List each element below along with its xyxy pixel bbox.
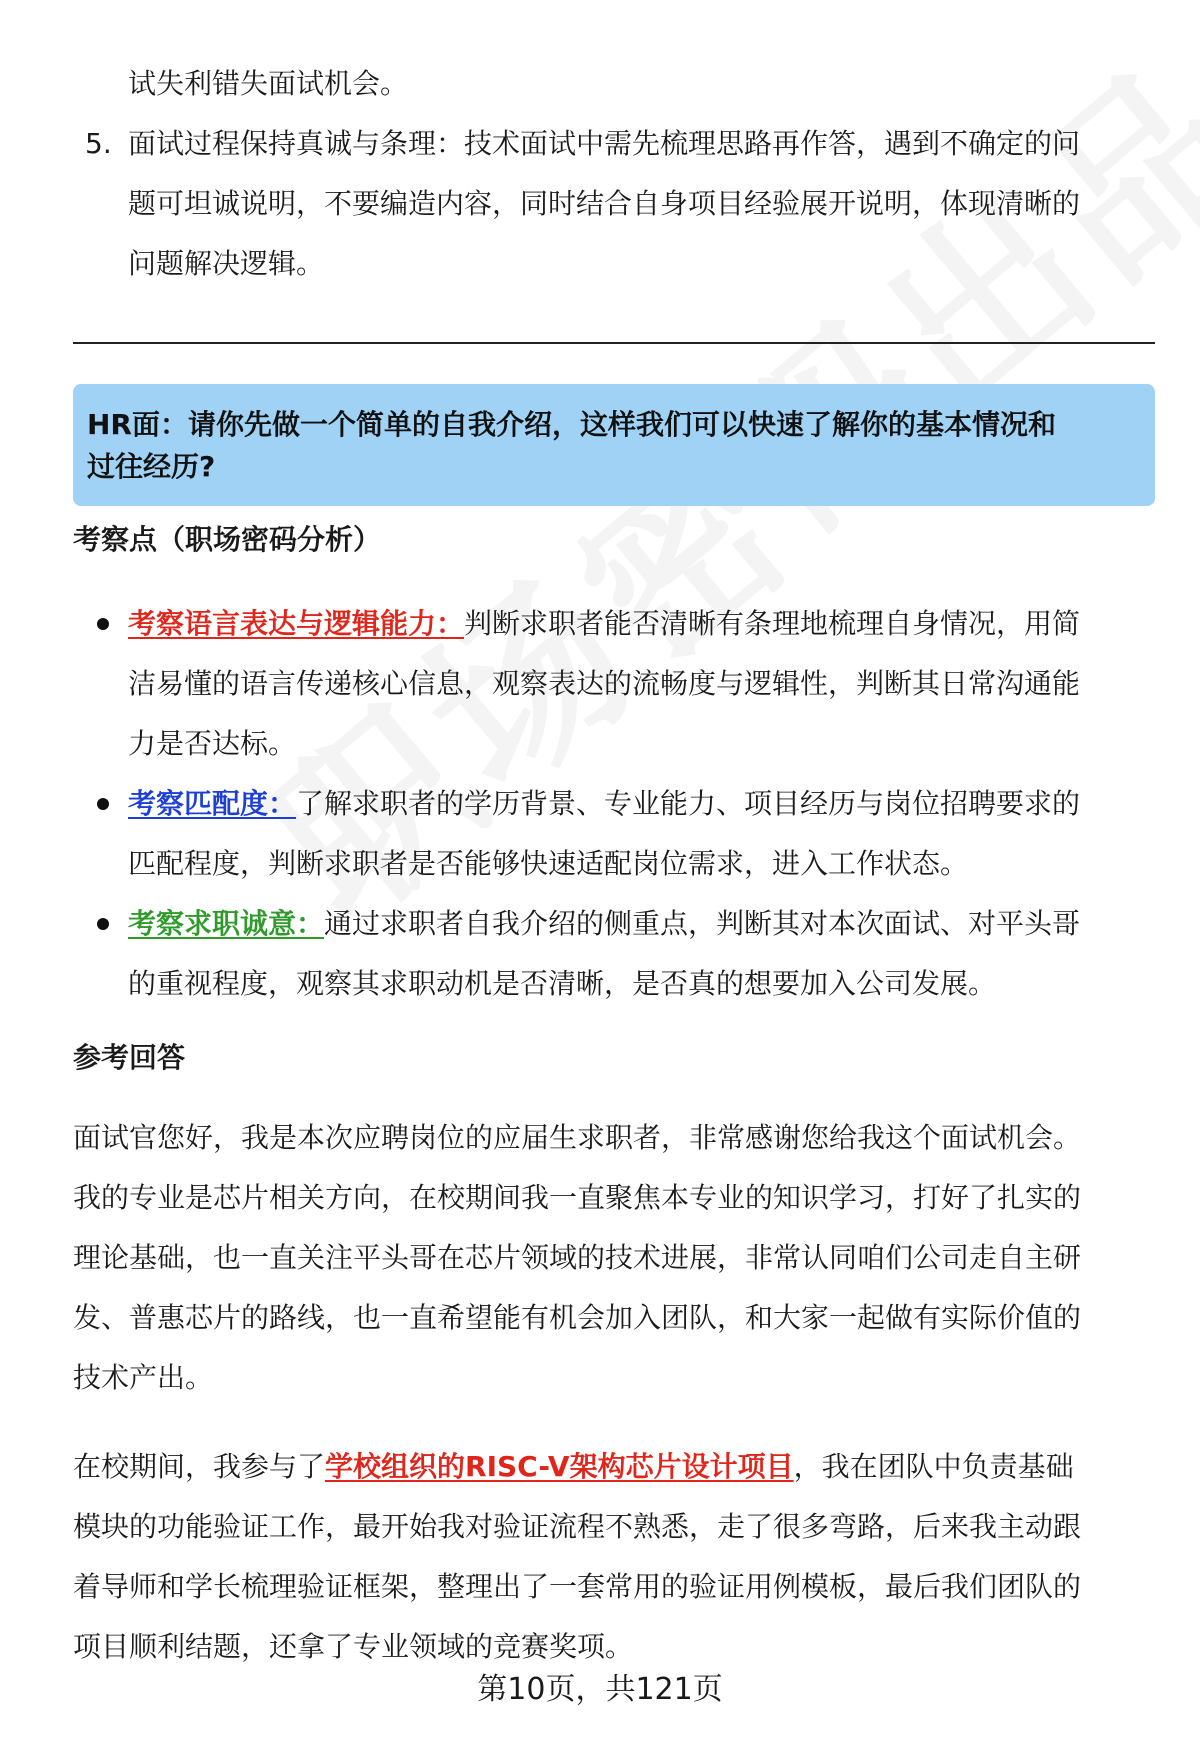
project-highlight: 学校组织的RISC-V架构芯片设计项目 <box>325 1450 794 1483</box>
bullet-text-line: 匹配程度，判断求职者是否能够快速适配岗位需求，进入工作状态。 <box>128 847 969 880</box>
analysis-bullet <box>73 894 1155 1014</box>
paragraph-line: 着导师和学长梳理验证框架，整理出了一套常用的验证用例模板，最后我们团队的 <box>73 1570 1082 1603</box>
list-item-text-line: 题可坦诚说明，不要编造内容，同时结合自身项目经验展开说明，体现清晰的 <box>128 187 1081 220</box>
page-footer: 第10页，共121页 <box>477 1672 723 1707</box>
answer-paragraph-2 <box>73 1437 1155 1677</box>
paragraph-text: 在校期间，我参与了 <box>73 1450 326 1483</box>
paragraph-line: 项目顺利结题，还拿了专业领域的竞赛奖项。 <box>73 1630 634 1663</box>
answer-heading: 参考回答 <box>73 1041 186 1074</box>
paragraph-line: 我的专业是芯片相关方向，在校期间我一直聚焦本专业的知识学习，打好了扎实的 <box>73 1181 1082 1214</box>
question-line: HR面：请你先做一个简单的自我介绍，这样我们可以快速了解你的基本情况和 <box>87 408 1056 441</box>
list-item-text-line: 面试过程保持真诚与条理：技术面试中需先梳理思路再作答，遇到不确定的问 <box>128 127 1081 160</box>
analysis-heading: 考察点（职场密码分析） <box>73 523 382 556</box>
bullet-text: 了解求职者的学历背景、专业能力、项目经历与岗位招聘要求的 <box>296 787 1081 820</box>
paragraph-line: 理论基础，也一直关注平头哥在芯片领域的技术进展，非常认同咱们公司走自主研 <box>73 1241 1082 1274</box>
list-continuation <box>73 54 1155 114</box>
paragraph-text: ，我在团队中负责基础 <box>793 1450 1074 1483</box>
bullet-dot <box>97 798 109 810</box>
continued-line: 试失利错失面试机会。 <box>128 67 409 100</box>
bullet-text-line: 力是否达标。 <box>128 727 297 760</box>
paragraph-line: 面试官您好，我是本次应聘岗位的应届生求职者，非常感谢您给我这个面试机会。 <box>73 1121 1082 1154</box>
bullet-label: 考察匹配度： <box>128 787 297 820</box>
list-item-5 <box>73 114 1155 294</box>
analysis-bullet <box>73 774 1155 894</box>
bullet-dot <box>97 918 109 930</box>
analysis-bullet <box>73 594 1155 774</box>
paragraph-line: 技术产出。 <box>73 1361 214 1394</box>
paragraph-line: 发、普惠芯片的路线，也一直希望能有机会加入团队，和大家一起做有实际价值的 <box>73 1301 1082 1334</box>
paragraph-line: 模块的功能验证工作，最开始我对验证流程不熟悉，走了很多弯路，后来我主动跟 <box>73 1510 1082 1543</box>
divider <box>73 342 1155 344</box>
list-item-text-line: 问题解决逻辑。 <box>128 247 325 280</box>
bullet-label: 考察语言表达与逻辑能力： <box>128 607 465 640</box>
bullet-label: 考察求职诚意： <box>128 907 325 940</box>
analysis-list <box>73 594 1155 1014</box>
question-box <box>73 384 1155 506</box>
bullet-text-line: 的重视程度，观察其求职动机是否清晰，是否真的想要加入公司发展。 <box>128 967 997 1000</box>
bullet-text: 通过求职者自我介绍的侧重点，判断其对本次面试、对平头哥 <box>324 907 1081 940</box>
bullet-dot <box>97 618 109 630</box>
answer-paragraph-1 <box>73 1108 1155 1408</box>
question-line: 过往经历? <box>87 450 216 483</box>
list-number: 5. <box>85 127 112 160</box>
bullet-text: 判断求职者能否清晰有条理地梳理自身情况，用简 <box>464 607 1081 640</box>
bullet-text-line: 洁易懂的语言传递核心信息，观察表达的流畅度与逻辑性，判断其日常沟通能 <box>128 667 1081 700</box>
